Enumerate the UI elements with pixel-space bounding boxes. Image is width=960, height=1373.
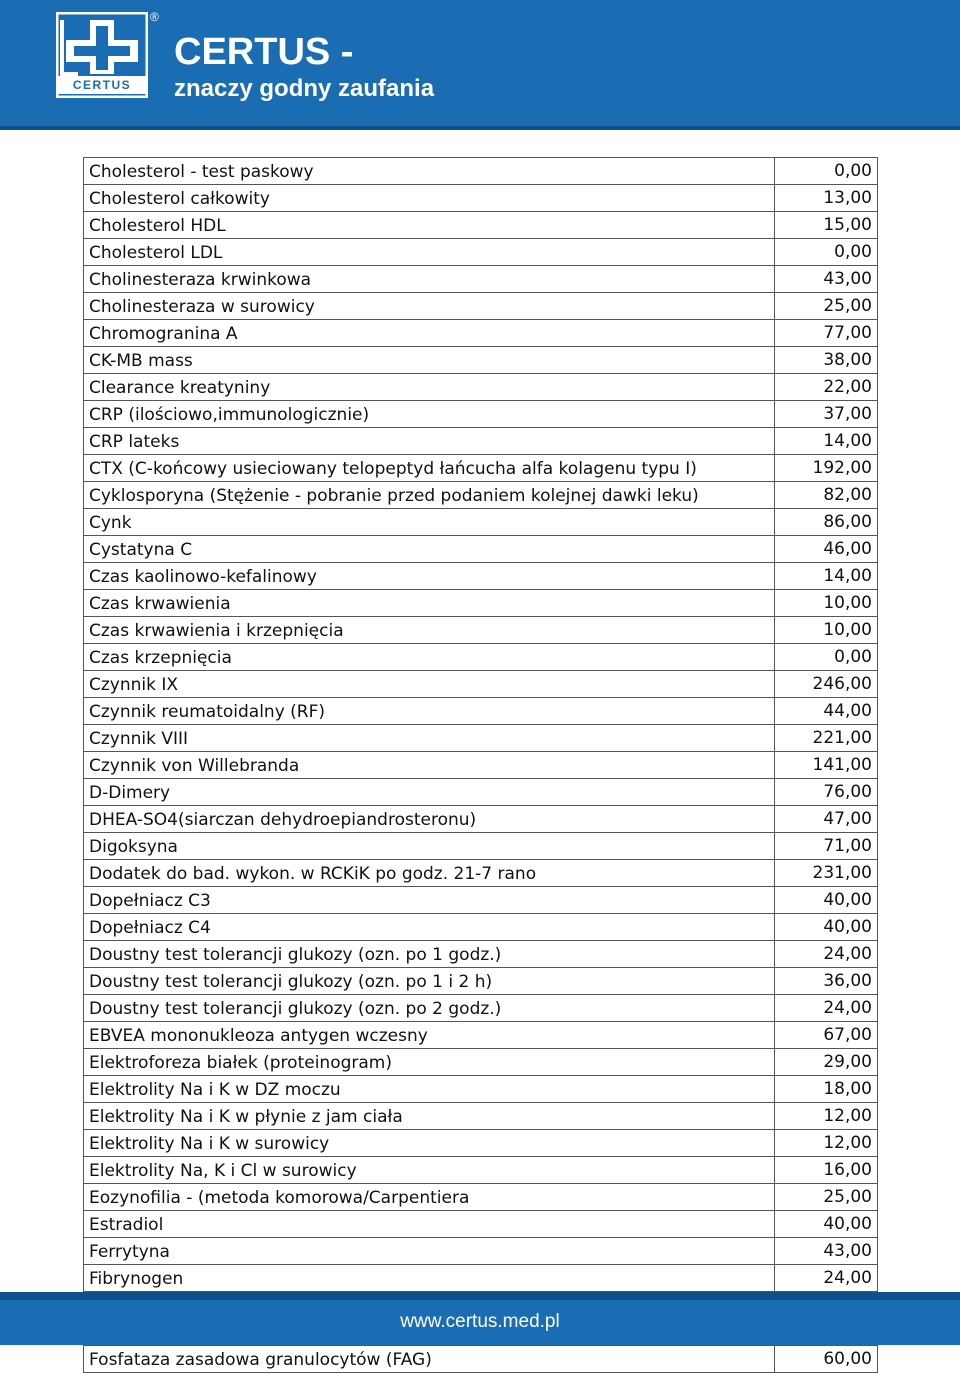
table-row bbox=[84, 914, 878, 941]
test-price-cell: 246,00 bbox=[775, 671, 878, 698]
table-row bbox=[84, 320, 878, 347]
test-name-cell: Elektrolity Na i K w płynie z jam ciała bbox=[84, 1103, 775, 1130]
table-row bbox=[84, 185, 878, 212]
test-name-cell: Cholinesteraza w surowicy bbox=[84, 293, 775, 320]
test-name-cell: Czas krwawienia bbox=[84, 590, 775, 617]
test-name-cell: Cynk bbox=[84, 509, 775, 536]
test-price-cell: 40,00 bbox=[775, 1211, 878, 1238]
registered-mark: ® bbox=[150, 10, 159, 24]
test-price-cell: 231,00 bbox=[775, 860, 878, 887]
test-price-cell: 24,00 bbox=[775, 1265, 878, 1292]
test-price-cell: 0,00 bbox=[775, 644, 878, 671]
test-price-cell: 60,00 bbox=[775, 1346, 878, 1373]
test-price-cell: 29,00 bbox=[775, 1049, 878, 1076]
table-row bbox=[84, 482, 878, 509]
table-row bbox=[84, 968, 878, 995]
table-row bbox=[84, 239, 878, 266]
table-row bbox=[84, 590, 878, 617]
table-row bbox=[84, 536, 878, 563]
test-price-cell: 18,00 bbox=[775, 1076, 878, 1103]
table-row bbox=[84, 1049, 878, 1076]
test-name-cell: CTX (C-końcowy usieciowany telopeptyd łańcucha alfa kolagenu typu I) bbox=[84, 455, 775, 482]
test-name-cell: Dopełniacz C4 bbox=[84, 914, 775, 941]
test-price-cell: 47,00 bbox=[775, 806, 878, 833]
table-row bbox=[84, 752, 878, 779]
test-name-cell: CRP (ilościowo,immunologicznie) bbox=[84, 401, 775, 428]
test-price-cell: 16,00 bbox=[775, 1157, 878, 1184]
header-divider bbox=[0, 126, 960, 130]
table-row bbox=[84, 1184, 878, 1211]
table-row bbox=[84, 671, 878, 698]
test-name-cell: Elektrolity Na, K i Cl w surowicy bbox=[84, 1157, 775, 1184]
test-name-cell: Digoksyna bbox=[84, 833, 775, 860]
test-name-cell: Dodatek do bad. wykon. w RCKiK po godz. 21-7 rano bbox=[84, 860, 775, 887]
test-price-cell: 40,00 bbox=[775, 914, 878, 941]
test-price-cell: 10,00 bbox=[775, 617, 878, 644]
test-name-cell: Cholinesteraza krwinkowa bbox=[84, 266, 775, 293]
table-row bbox=[84, 1265, 878, 1292]
table-row bbox=[84, 995, 878, 1022]
table-row bbox=[84, 698, 878, 725]
test-name-cell: Ferrytyna bbox=[84, 1238, 775, 1265]
test-price-cell: 86,00 bbox=[775, 509, 878, 536]
test-name-cell: CK-MB mass bbox=[84, 347, 775, 374]
test-name-cell: Cholesterol LDL bbox=[84, 239, 775, 266]
test-name-cell: Czynnik IX bbox=[84, 671, 775, 698]
test-price-cell: 14,00 bbox=[775, 563, 878, 590]
table-row bbox=[84, 725, 878, 752]
test-price-cell: 14,00 bbox=[775, 428, 878, 455]
test-price-cell: 82,00 bbox=[775, 482, 878, 509]
test-price-cell: 12,00 bbox=[775, 1103, 878, 1130]
test-name-cell: Czas krwawienia i krzepnięcia bbox=[84, 617, 775, 644]
test-name-cell: CRP lateks bbox=[84, 428, 775, 455]
table-row bbox=[84, 1130, 878, 1157]
test-price-cell: 37,00 bbox=[775, 401, 878, 428]
test-price-cell: 38,00 bbox=[775, 347, 878, 374]
test-price-cell: 22,00 bbox=[775, 374, 878, 401]
footer-divider bbox=[0, 1292, 960, 1300]
test-name-cell: Czas kaolinowo-kefalinowy bbox=[84, 563, 775, 590]
test-name-cell: Doustny test tolerancji glukozy (ozn. po 1 i 2 h) bbox=[84, 968, 775, 995]
table-row bbox=[84, 1238, 878, 1265]
table-row bbox=[84, 293, 878, 320]
test-price-cell: 36,00 bbox=[775, 968, 878, 995]
test-name-cell: Czynnik reumatoidalny (RF) bbox=[84, 698, 775, 725]
test-price-cell: 40,00 bbox=[775, 887, 878, 914]
test-name-cell: Estradiol bbox=[84, 1211, 775, 1238]
test-name-cell: Czas krzepnięcia bbox=[84, 644, 775, 671]
test-price-cell: 43,00 bbox=[775, 1238, 878, 1265]
test-name-cell: Elektrolity Na i K w DZ moczu bbox=[84, 1076, 775, 1103]
test-price-cell: 10,00 bbox=[775, 590, 878, 617]
table-row bbox=[84, 860, 878, 887]
test-name-cell: Doustny test tolerancji glukozy (ozn. po 1 godz.) bbox=[84, 941, 775, 968]
table-row bbox=[84, 617, 878, 644]
table-row bbox=[84, 158, 878, 185]
test-name-cell: Dopełniacz C3 bbox=[84, 887, 775, 914]
test-price-cell: 43,00 bbox=[775, 266, 878, 293]
table-row bbox=[84, 644, 878, 671]
test-name-cell: Czynnik VIII bbox=[84, 725, 775, 752]
test-name-cell: Fosfataza zasadowa granulocytów (FAG) bbox=[84, 1346, 775, 1373]
test-price-cell: 25,00 bbox=[775, 293, 878, 320]
table-row bbox=[84, 779, 878, 806]
test-price-cell: 192,00 bbox=[775, 455, 878, 482]
brand-tagline: znaczy godny zaufania bbox=[174, 75, 435, 102]
brand-name: CERTUS - bbox=[174, 31, 354, 73]
table-row bbox=[84, 1346, 878, 1373]
table-row bbox=[84, 509, 878, 536]
test-price-cell: 24,00 bbox=[775, 995, 878, 1022]
table-row bbox=[84, 212, 878, 239]
test-name-cell: Cholesterol HDL bbox=[84, 212, 775, 239]
test-name-cell: Elektrolity Na i K w surowicy bbox=[84, 1130, 775, 1157]
test-name-cell: Doustny test tolerancji glukozy (ozn. po 2 godz.) bbox=[84, 995, 775, 1022]
test-price-cell: 12,00 bbox=[775, 1130, 878, 1157]
table-row bbox=[84, 1022, 878, 1049]
test-name-cell: Clearance kreatyniny bbox=[84, 374, 775, 401]
test-name-cell: Cholesterol całkowity bbox=[84, 185, 775, 212]
table-row bbox=[84, 266, 878, 293]
test-price-cell: 76,00 bbox=[775, 779, 878, 806]
test-price-cell: 0,00 bbox=[775, 158, 878, 185]
table-row bbox=[84, 428, 878, 455]
table-row bbox=[84, 833, 878, 860]
table-row bbox=[84, 1211, 878, 1238]
test-name-cell: Fibrynogen bbox=[84, 1265, 775, 1292]
table-row bbox=[84, 1157, 878, 1184]
test-price-cell: 24,00 bbox=[775, 941, 878, 968]
table-row bbox=[84, 401, 878, 428]
table-row bbox=[84, 563, 878, 590]
test-price-cell: 13,00 bbox=[775, 185, 878, 212]
table-row bbox=[84, 941, 878, 968]
logo-caption: CERTUS bbox=[56, 76, 148, 94]
test-name-cell: Eozynofilia - (metoda komorowa/Carpentiera bbox=[84, 1184, 775, 1211]
test-price-cell: 0,00 bbox=[775, 239, 878, 266]
test-price-cell: 15,00 bbox=[775, 212, 878, 239]
test-name-cell: Cystatyna C bbox=[84, 536, 775, 563]
test-price-cell: 141,00 bbox=[775, 752, 878, 779]
table-row bbox=[84, 1103, 878, 1130]
table-row bbox=[84, 1076, 878, 1103]
table-row bbox=[84, 887, 878, 914]
test-name-cell: Cyklosporyna (Stężenie - pobranie przed podaniem kolejnej dawki leku) bbox=[84, 482, 775, 509]
table-row bbox=[84, 806, 878, 833]
price-table bbox=[83, 157, 878, 1373]
test-price-cell: 71,00 bbox=[775, 833, 878, 860]
test-price-cell: 25,00 bbox=[775, 1184, 878, 1211]
test-name-cell: Chromogranina A bbox=[84, 320, 775, 347]
test-price-cell: 44,00 bbox=[775, 698, 878, 725]
footer-url: www.certus.med.pl bbox=[400, 1311, 560, 1332]
test-price-cell: 221,00 bbox=[775, 725, 878, 752]
table-row bbox=[84, 455, 878, 482]
test-name-cell: Czynnik von Willebranda bbox=[84, 752, 775, 779]
test-price-cell: 77,00 bbox=[775, 320, 878, 347]
test-price-cell: 46,00 bbox=[775, 536, 878, 563]
test-name-cell: Cholesterol - test paskowy bbox=[84, 158, 775, 185]
test-name-cell: D-Dimery bbox=[84, 779, 775, 806]
test-name-cell: DHEA-SO4(siarczan dehydroepiandrosteronu) bbox=[84, 806, 775, 833]
test-price-cell: 67,00 bbox=[775, 1022, 878, 1049]
table-row bbox=[84, 374, 878, 401]
test-name-cell: Elektroforeza białek (proteinogram) bbox=[84, 1049, 775, 1076]
price-table-body bbox=[84, 158, 878, 1373]
test-name-cell: EBVEA mononukleoza antygen wczesny bbox=[84, 1022, 775, 1049]
table-row bbox=[84, 347, 878, 374]
